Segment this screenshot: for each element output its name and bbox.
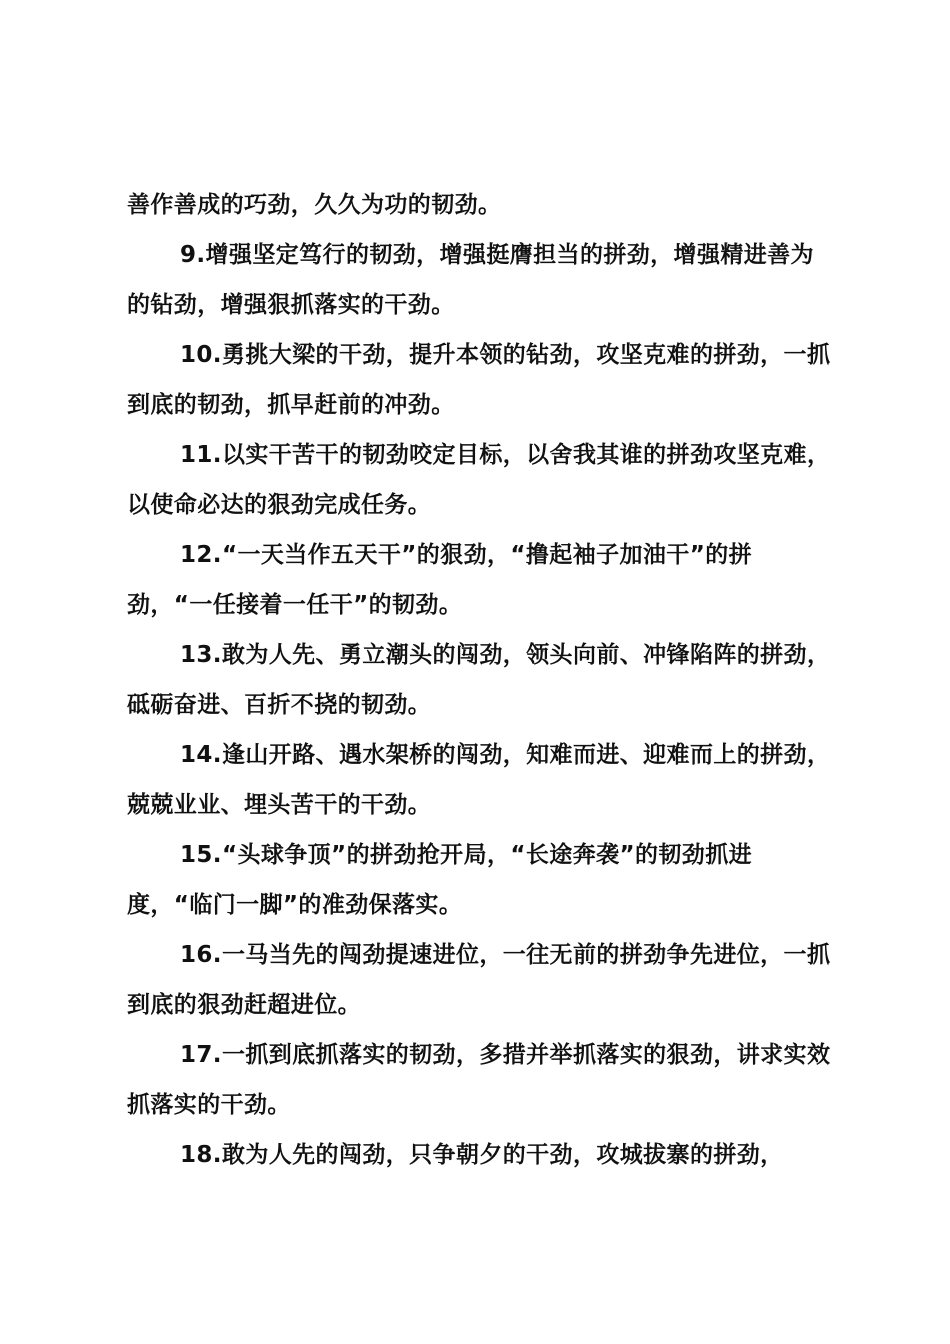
paragraph-continuation: 善作善成的巧劲，久久为功的韧劲。 bbox=[127, 192, 502, 218]
document-body bbox=[127, 180, 837, 1180]
paragraph-item-17: 17.一抓到底抓落实的韧劲，多措并举抓落实的狠劲，讲求实效抓落实的干劲。 bbox=[127, 1042, 831, 1118]
paragraph-item-14: 14.逢山开路、遇水架桥的闯劲，知难而进、迎难而上的拼劲，兢兢业业、埋头苦干的干劲。 bbox=[127, 742, 831, 818]
paragraph-item-16: 16.一马当先的闯劲提速进位，一往无前的拼劲争先进位，一抓到底的狠劲赶超进位。 bbox=[127, 942, 831, 1018]
paragraph-item-15: 15.“头球争顶”的拼劲抢开局，“长途奔袭”的韧劲抓进度，“临门一脚”的准劲保落实。 bbox=[127, 842, 753, 918]
paragraph-item-13: 13.敢为人先、勇立潮头的闯劲，领头向前、冲锋陷阵的拼劲，砥砺奋进、百折不挠的韧劲。 bbox=[127, 642, 831, 718]
paragraph-item-9: 9.增强坚定笃行的韧劲，增强挺膺担当的拼劲，增强精进善为的钻劲，增强狠抓落实的干劲。 bbox=[127, 242, 814, 318]
paragraph-item-10: 10.勇挑大梁的干劲，提升本领的钻劲，攻坚克难的拼劲，一抓到底的韧劲，抓早赶前的冲劲。 bbox=[127, 342, 831, 418]
paragraph-item-18: 18.敢为人先的闯劲，只争朝夕的干劲，攻城拔寨的拼劲， bbox=[180, 1142, 784, 1168]
paragraph-item-12: 12.“一天当作五天干”的狠劲，“撸起袖子加油干”的拼劲，“一任接着一任干”的韧劲。 bbox=[127, 542, 753, 618]
paragraph-item-11: 11.以实干苦干的韧劲咬定目标，以舍我其谁的拼劲攻坚克难，以使命必达的狠劲完成任务。 bbox=[127, 442, 831, 518]
